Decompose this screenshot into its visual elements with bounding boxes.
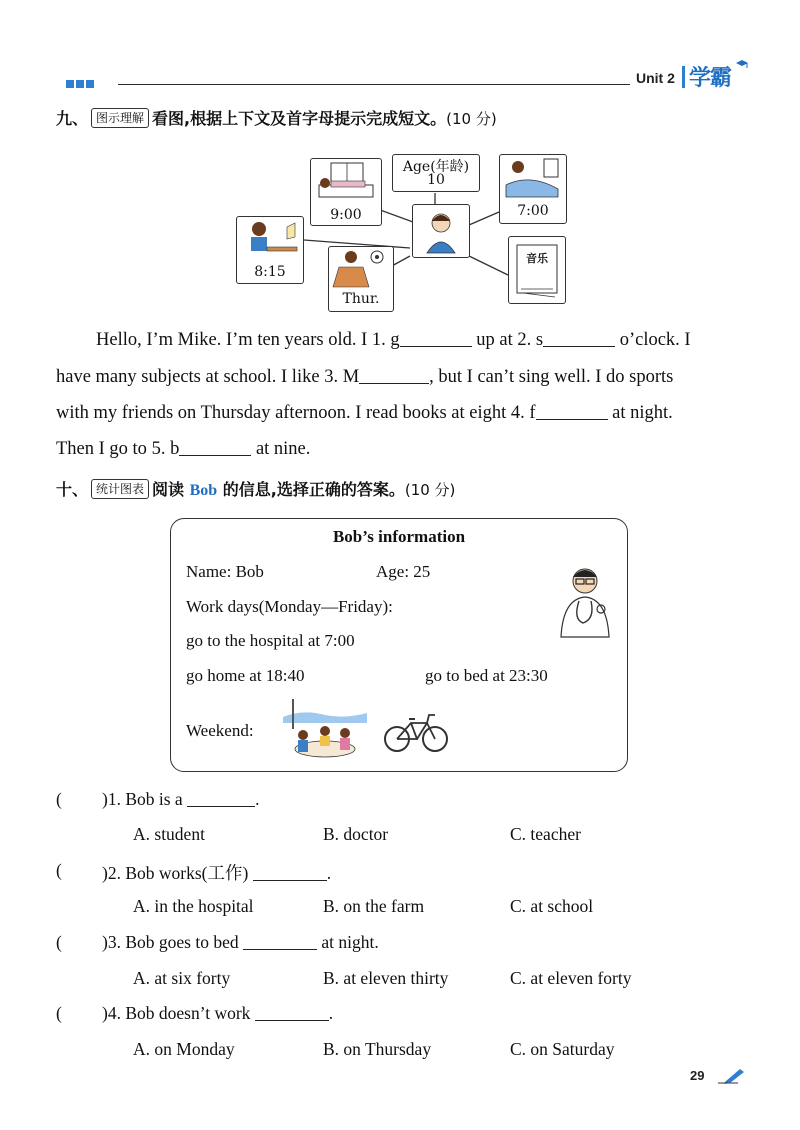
q2-paren[interactable]: ( xyxy=(56,860,62,880)
q1-option-b[interactable]: B. doctor xyxy=(323,824,389,844)
blank-5-label: 5. b xyxy=(151,439,180,459)
section-number: 十、 xyxy=(56,480,89,499)
passage-text: Hello, I’m Mike. I’m ten years old. I xyxy=(96,330,372,350)
q2-text: )2. Bob works(工作) xyxy=(102,863,253,883)
q1-option-c[interactable]: C. teacher xyxy=(510,824,581,844)
q1-stem xyxy=(102,789,259,810)
section-points: (10 分) xyxy=(404,481,456,499)
q3-tail: at night. xyxy=(316,932,379,952)
section-points: (10 分) xyxy=(446,110,497,128)
graduation-cap-icon xyxy=(736,58,748,70)
blank-1-label: 1. g xyxy=(371,330,400,350)
page-number: 29 xyxy=(690,1068,705,1083)
blank-2-label: 2. s xyxy=(517,330,544,350)
header-divider xyxy=(682,66,685,88)
blank-1[interactable] xyxy=(400,330,472,347)
q1-paren[interactable]: ( xyxy=(56,789,62,809)
info-age: Age: 25 xyxy=(376,562,431,581)
doctor-icon xyxy=(555,563,617,639)
bed-time-label: 9:00 xyxy=(330,207,362,223)
section-instruction-name: Bob xyxy=(189,482,218,499)
q4-stem xyxy=(102,1003,333,1024)
section-instruction: 阅读 xyxy=(152,480,190,499)
q3-text: )3. Bob goes to bed xyxy=(102,932,243,952)
music-book-icon xyxy=(509,237,565,303)
passage-text: at nine. xyxy=(251,439,311,459)
q1-tail: . xyxy=(255,789,260,809)
q2-tail: . xyxy=(326,863,332,883)
passage-text: o’clock. I xyxy=(615,330,691,350)
sports-day-box xyxy=(328,246,394,312)
passage-line-1 xyxy=(96,330,691,351)
q4-option-b[interactable]: B. on Thursday xyxy=(323,1039,432,1059)
blank-4[interactable] xyxy=(536,403,608,420)
q1-text: )1. Bob is a xyxy=(102,789,188,809)
q4-text: )4. Bob doesn’t work xyxy=(102,1003,255,1023)
pencil-icon xyxy=(718,1066,746,1084)
blank-3[interactable] xyxy=(359,367,429,384)
info-card-title: Bob’s information xyxy=(332,527,466,546)
blank-5[interactable] xyxy=(179,439,251,456)
reading-boy-icon xyxy=(237,217,303,263)
age-label: Age(年龄) xyxy=(402,159,470,175)
section-instruction: 看图,根据上下文及首字母提示完成短文。 xyxy=(152,109,447,128)
picnic-icon xyxy=(283,699,367,761)
bob-information-card xyxy=(170,518,628,772)
q4-blank[interactable] xyxy=(255,1004,329,1021)
sports-day-label: Thur. xyxy=(342,291,380,307)
q2-blank[interactable] xyxy=(253,864,327,881)
section-number: 九、 xyxy=(56,109,89,128)
music-book-box xyxy=(508,236,566,304)
passage-text: with my friends on Thursday afternoon. I read books at eight xyxy=(56,403,511,423)
q3-stem xyxy=(102,932,379,953)
wake-time-box xyxy=(499,154,567,224)
info-home-time: go home at 18:40 xyxy=(186,666,305,685)
brand-logo: 学霸 xyxy=(689,66,732,91)
waking-boy-icon xyxy=(500,155,566,203)
info-workdays: Work days(Monday—Friday): xyxy=(186,597,393,616)
daily-routine-diagram xyxy=(232,150,572,315)
q3-paren[interactable]: ( xyxy=(56,932,62,952)
q3-option-a[interactable]: A. at six forty xyxy=(133,968,231,988)
passage-line-2 xyxy=(56,367,673,388)
blank-3-label: 3. M xyxy=(324,367,360,387)
age-box xyxy=(392,154,480,192)
info-name: Name: Bob xyxy=(186,562,264,581)
header-rule xyxy=(118,84,630,85)
q2-stem xyxy=(102,860,331,885)
q3-option-b[interactable]: B. at eleven thirty xyxy=(323,968,449,988)
soccer-boy-icon xyxy=(329,247,393,291)
q3-blank[interactable] xyxy=(243,933,317,950)
passage-line-3 xyxy=(56,403,673,424)
passage-line-4 xyxy=(56,439,310,460)
info-weekend-label: Weekend: xyxy=(186,721,254,740)
music-book-title: 音乐 xyxy=(526,252,548,265)
passage-text: have many subjects at school. I like xyxy=(56,367,325,387)
unit-label: Unit 2 xyxy=(636,70,675,86)
q4-tail: . xyxy=(328,1003,334,1023)
blank-4-label: 4. f xyxy=(510,403,536,423)
section-tag: 图示理解 xyxy=(91,108,149,128)
q2-option-b[interactable]: B. on the farm xyxy=(323,896,425,916)
info-bed-time: go to bed at 23:30 xyxy=(425,666,548,685)
section-10-title xyxy=(56,477,455,500)
passage-text: Then I go to xyxy=(56,439,152,459)
reading-time-label: 8:15 xyxy=(254,264,286,280)
header-decoration xyxy=(66,73,96,92)
q4-paren[interactable]: ( xyxy=(56,1003,62,1023)
age-value: 10 xyxy=(427,172,445,188)
passage-text: up at xyxy=(471,330,518,350)
q2-option-a[interactable]: A. in the hospital xyxy=(133,896,254,916)
sleeping-boy-icon xyxy=(311,159,381,205)
section-instruction: 的信息,选择正确的答案。 xyxy=(217,480,405,499)
mike-portrait-box xyxy=(412,204,470,258)
info-hospital-time: go to the hospital at 7:00 xyxy=(186,631,355,650)
q4-option-a[interactable]: A. on Monday xyxy=(133,1039,235,1059)
reading-time-box xyxy=(236,216,304,284)
passage-text: , but I can’t sing well. I do sports xyxy=(429,367,674,387)
q1-blank[interactable] xyxy=(187,790,255,807)
passage-text: at night. xyxy=(607,403,673,423)
q1-option-a[interactable]: A. student xyxy=(133,824,205,844)
wake-time-label: 7:00 xyxy=(517,203,549,219)
blank-2[interactable] xyxy=(543,330,615,347)
bicycle-icon xyxy=(383,711,449,755)
boy-avatar-icon xyxy=(413,205,469,257)
section-9-title xyxy=(56,106,497,129)
section-tag: 统计图表 xyxy=(91,479,149,499)
q4-option-c[interactable]: C. on Saturday xyxy=(510,1039,615,1059)
q3-option-c[interactable]: C. at eleven forty xyxy=(510,968,632,988)
q2-option-c[interactable]: C. at school xyxy=(510,896,594,916)
bed-time-box xyxy=(310,158,382,226)
